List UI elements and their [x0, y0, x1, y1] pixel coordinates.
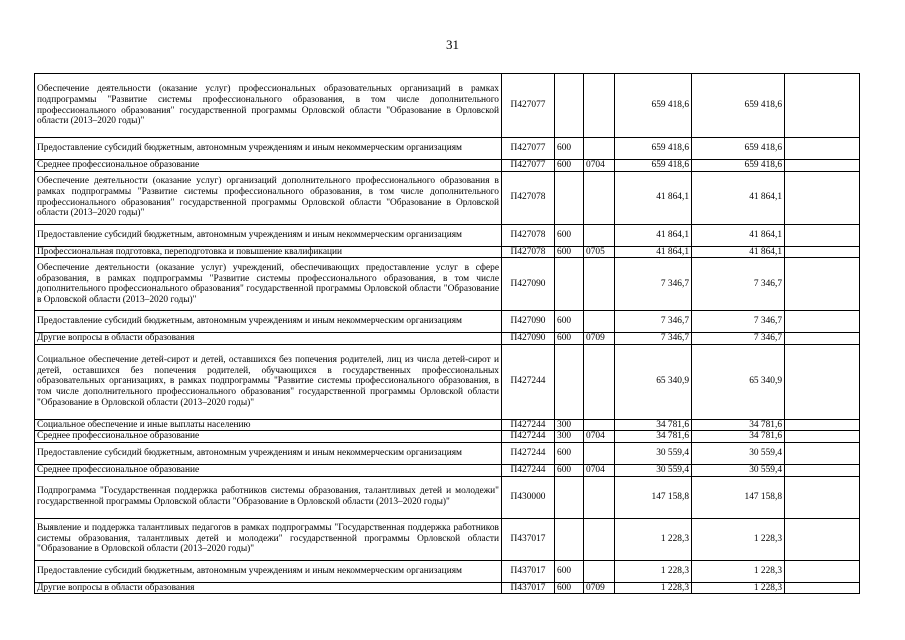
row-name: Среднее профессиональное образование — [35, 160, 502, 172]
empty-cell — [785, 171, 860, 224]
row-name: Социальное обеспечение и иные выплаты населению — [35, 419, 502, 431]
table-row — [35, 333, 860, 345]
amount-2: 34 781,6 — [692, 431, 785, 443]
section-code — [584, 476, 615, 518]
section-code — [584, 560, 615, 582]
expense-type-code: 600 — [555, 246, 584, 258]
row-name: Предоставление субсидий бюджетным, автономным учреждениям и иным некоммерческим организациям — [35, 311, 502, 333]
amount-1: 1 228,3 — [615, 560, 692, 582]
target-article-code: П427244 — [502, 431, 555, 443]
table-row — [35, 431, 860, 443]
table-row — [35, 518, 860, 560]
row-name: Обеспечение деятельности (оказание услуг) организаций дополнительного профессионального образования в рамках подпрограммы "Развитие системы профессионального образования, в том числе дополнительного профессионального образования" государственной программы Орловской области "Образование в Орловской области (2013–2020 годы)" — [35, 171, 502, 224]
expense-type-code: 600 — [555, 442, 584, 464]
section-code: 0705 — [584, 246, 615, 258]
empty-cell — [785, 258, 860, 311]
section-code — [584, 258, 615, 311]
table-row — [35, 74, 860, 138]
expense-type-code: 600 — [555, 333, 584, 345]
amount-1: 147 158,8 — [615, 476, 692, 518]
target-article-code: П437017 — [502, 518, 555, 560]
table-row — [35, 311, 860, 333]
target-article-code: П427077 — [502, 160, 555, 172]
row-name: Среднее профессиональное образование — [35, 464, 502, 476]
amount-2: 41 864,1 — [692, 224, 785, 246]
amount-1: 659 418,6 — [615, 138, 692, 160]
expense-type-code — [555, 74, 584, 138]
row-name: Среднее профессиональное образование — [35, 431, 502, 443]
table-row — [35, 246, 860, 258]
empty-cell — [785, 138, 860, 160]
row-name: Предоставление субсидий бюджетным, автономным учреждениям и иным некоммерческим организациям — [35, 138, 502, 160]
table-row — [35, 344, 860, 419]
row-name: Обеспечение деятельности (оказание услуг) учреждений, обеспечивающих предоставление услуг в сфере образования, в рамках подпрограммы "Развитие системы профессионального образования, в том числе дополнительного профессионального образования" государственной программы Орловской области "Образование в Орловской области (2013–2020 годы)" — [35, 258, 502, 311]
empty-cell — [785, 74, 860, 138]
section-code — [584, 224, 615, 246]
target-article-code: П427077 — [502, 138, 555, 160]
table-row — [35, 464, 860, 476]
row-name: Подпрограмма "Государственная поддержка работников системы образования, талантливых детей и молодежи" государственной программы Орловской области "Образование в Орловской области (2013–2020 годы)" — [35, 476, 502, 518]
expense-type-code: 600 — [555, 138, 584, 160]
amount-2: 34 781,6 — [692, 419, 785, 431]
amount-2: 659 418,6 — [692, 160, 785, 172]
section-code — [584, 74, 615, 138]
amount-2: 7 346,7 — [692, 333, 785, 345]
empty-cell — [785, 311, 860, 333]
amount-2: 1 228,3 — [692, 560, 785, 582]
empty-cell — [785, 333, 860, 345]
target-article-code: П427090 — [502, 311, 555, 333]
section-code — [584, 442, 615, 464]
amount-2: 30 559,4 — [692, 464, 785, 476]
row-name: Социальное обеспечение детей-сирот и детей, оставшихся без попечения родителей, лиц из числа детей-сирот и детей, оставшихся без попечения родителей, обучающихся в государственных профессиональных образовательных организациях, в рамках подпрограммы "Развитие системы профессионального образования, в том числе дополнительного профессионального образования" государственной программы Орловской области "Образование в Орловской области (2013–2020 годы)" — [35, 344, 502, 419]
target-article-code: П427078 — [502, 246, 555, 258]
expense-type-code: 600 — [555, 224, 584, 246]
target-article-code: П430000 — [502, 476, 555, 518]
expense-type-code: 600 — [555, 311, 584, 333]
expense-type-code — [555, 344, 584, 419]
section-code — [584, 171, 615, 224]
target-article-code: П427244 — [502, 464, 555, 476]
row-name: Предоставление субсидий бюджетным, автономным учреждениям и иным некоммерческим организациям — [35, 560, 502, 582]
amount-1: 7 346,7 — [615, 333, 692, 345]
section-code — [584, 311, 615, 333]
section-code — [584, 138, 615, 160]
amount-1: 659 418,6 — [615, 160, 692, 172]
amount-1: 1 228,3 — [615, 518, 692, 560]
table-row — [35, 224, 860, 246]
amount-2: 41 864,1 — [692, 171, 785, 224]
section-code — [584, 419, 615, 431]
amount-1: 34 781,6 — [615, 431, 692, 443]
target-article-code: П427078 — [502, 171, 555, 224]
expense-type-code: 300 — [555, 431, 584, 443]
section-code — [584, 344, 615, 419]
budget-table — [34, 73, 860, 594]
table-row — [35, 138, 860, 160]
amount-2: 1 228,3 — [692, 582, 785, 594]
amount-2: 30 559,4 — [692, 442, 785, 464]
amount-1: 1 228,3 — [615, 582, 692, 594]
empty-cell — [785, 442, 860, 464]
section-code: 0709 — [584, 333, 615, 345]
amount-2: 7 346,7 — [692, 311, 785, 333]
empty-cell — [785, 582, 860, 594]
target-article-code: П427090 — [502, 333, 555, 345]
empty-cell — [785, 431, 860, 443]
amount-1: 65 340,9 — [615, 344, 692, 419]
empty-cell — [785, 518, 860, 560]
section-code: 0704 — [584, 431, 615, 443]
section-code: 0704 — [584, 464, 615, 476]
expense-type-code: 600 — [555, 582, 584, 594]
empty-cell — [785, 419, 860, 431]
page-number: 31 — [446, 37, 459, 52]
amount-1: 7 346,7 — [615, 311, 692, 333]
amount-2: 659 418,6 — [692, 138, 785, 160]
target-article-code: П437017 — [502, 582, 555, 594]
row-name: Другие вопросы в области образования — [35, 333, 502, 345]
expense-type-code: 600 — [555, 160, 584, 172]
table-row — [35, 419, 860, 431]
expense-type-code: 300 — [555, 419, 584, 431]
target-article-code: П437017 — [502, 560, 555, 582]
row-name: Выявление и поддержка талантливых педагогов в рамках подпрограммы "Государственная поддержка работников системы образования, талантливых детей и молодежи" государственной программы Орловской области "Образование в Орловской области (2013–2020 годы)" — [35, 518, 502, 560]
empty-cell — [785, 344, 860, 419]
empty-cell — [785, 476, 860, 518]
section-code — [584, 518, 615, 560]
section-code: 0709 — [584, 582, 615, 594]
amount-2: 147 158,8 — [692, 476, 785, 518]
expense-type-code: 600 — [555, 560, 584, 582]
table-row — [35, 476, 860, 518]
expense-type-code — [555, 171, 584, 224]
table-row — [35, 442, 860, 464]
amount-2: 1 228,3 — [692, 518, 785, 560]
table-body — [35, 74, 860, 594]
amount-1: 41 864,1 — [615, 171, 692, 224]
target-article-code: П427077 — [502, 74, 555, 138]
table-row — [35, 582, 860, 594]
target-article-code: П427244 — [502, 344, 555, 419]
table-row — [35, 160, 860, 172]
section-code: 0704 — [584, 160, 615, 172]
empty-cell — [785, 560, 860, 582]
amount-1: 7 346,7 — [615, 258, 692, 311]
target-article-code: П427244 — [502, 419, 555, 431]
amount-1: 30 559,4 — [615, 442, 692, 464]
table-row — [35, 560, 860, 582]
row-name: Профессиональная подготовка, переподготовка и повышение квалификации — [35, 246, 502, 258]
amount-1: 41 864,1 — [615, 224, 692, 246]
amount-1: 41 864,1 — [615, 246, 692, 258]
amount-2: 7 346,7 — [692, 258, 785, 311]
target-article-code: П427078 — [502, 224, 555, 246]
amount-2: 65 340,9 — [692, 344, 785, 419]
expense-type-code — [555, 518, 584, 560]
expense-type-code — [555, 258, 584, 311]
row-name: Предоставление субсидий бюджетным, автономным учреждениям и иным некоммерческим организациям — [35, 442, 502, 464]
empty-cell — [785, 464, 860, 476]
expense-type-code: 600 — [555, 464, 584, 476]
amount-1: 34 781,6 — [615, 419, 692, 431]
table-row — [35, 171, 860, 224]
amount-1: 659 418,6 — [615, 74, 692, 138]
target-article-code: П427244 — [502, 442, 555, 464]
empty-cell — [785, 246, 860, 258]
target-article-code: П427090 — [502, 258, 555, 311]
table-row — [35, 258, 860, 311]
expense-type-code — [555, 476, 584, 518]
row-name: Предоставление субсидий бюджетным, автономным учреждениям и иным некоммерческим организациям — [35, 224, 502, 246]
amount-2: 659 418,6 — [692, 74, 785, 138]
row-name: Обеспечение деятельности (оказание услуг) профессиональных образовательных организаций в рамках подпрограммы "Развитие системы профессионального образования, в том числе дополнительного профессионального образования" государственной программы Орловской области "Образование в Орловской области (2013–2020 годы)" — [35, 74, 502, 138]
empty-cell — [785, 224, 860, 246]
empty-cell — [785, 160, 860, 172]
amount-1: 30 559,4 — [615, 464, 692, 476]
amount-2: 41 864,1 — [692, 246, 785, 258]
row-name: Другие вопросы в области образования — [35, 582, 502, 594]
